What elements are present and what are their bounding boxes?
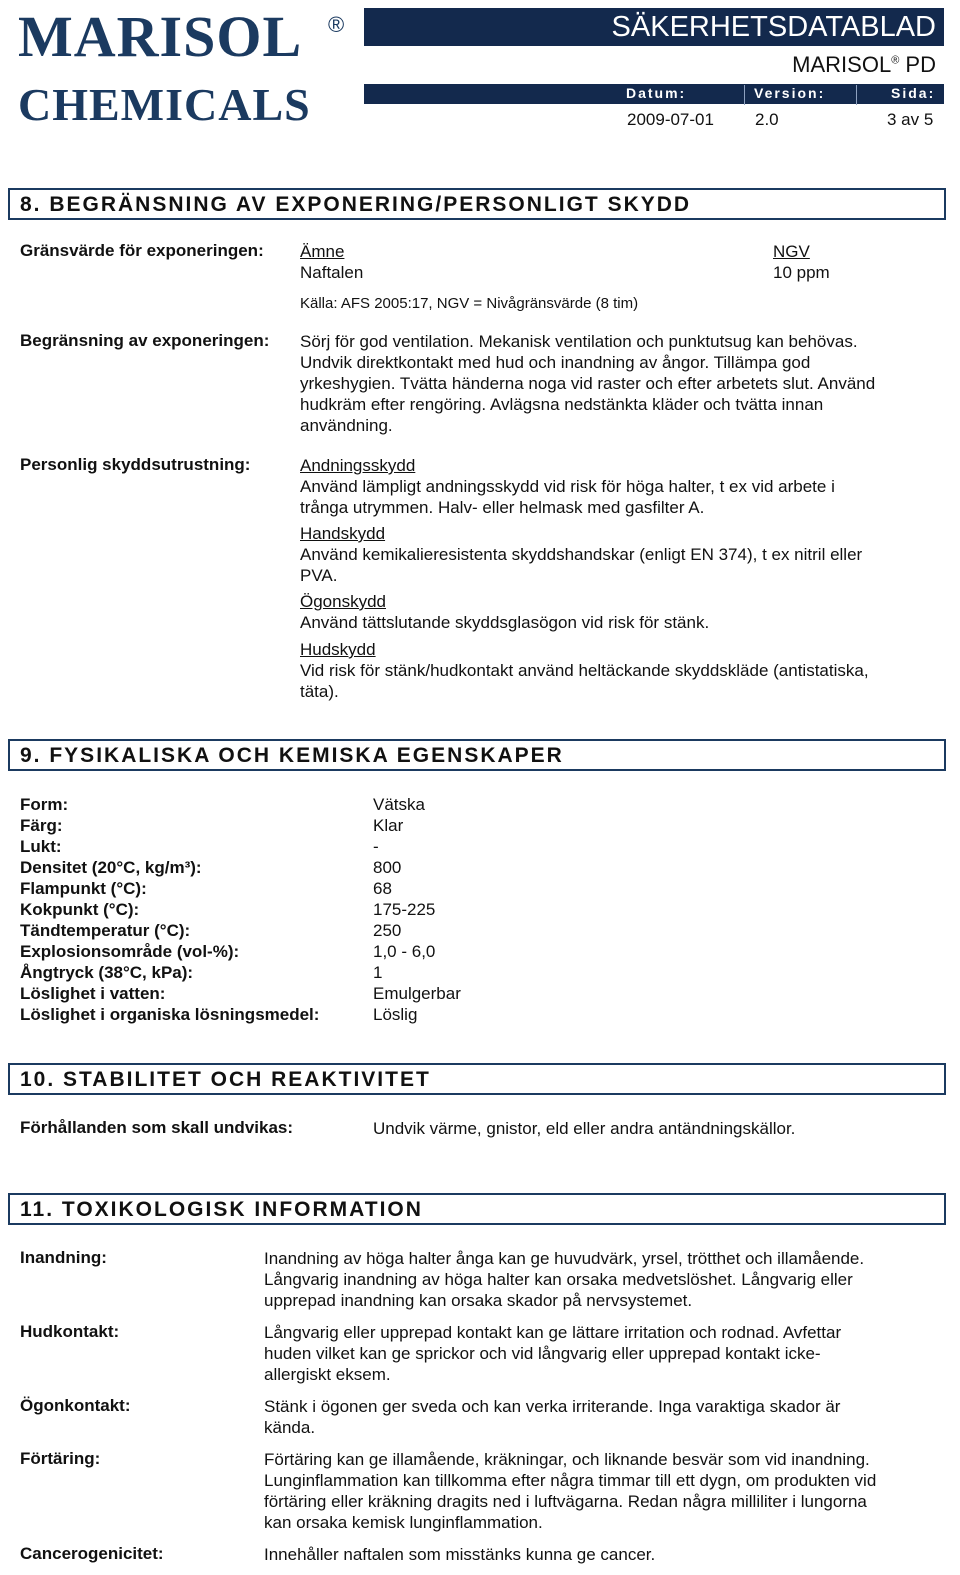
substance-value: Naftalen [300,263,364,282]
property-label: Form: [20,795,69,814]
tox-label-carcinogenicity: Cancerogenicitet: [20,1544,164,1563]
ngv-value: 10 ppm [773,263,830,282]
tox-text-ingestion [264,1449,876,1533]
tox-text-inhalation [264,1248,864,1311]
document-title: SÄKERHETSDATABLAD [611,11,936,43]
property-value: - [373,837,379,856]
property-label: Lukt: [20,837,62,856]
section-10-heading: 10. STABILITET OCH REAKTIVITET [8,1063,946,1095]
property-value: 68 [373,879,392,898]
ppe-title: Handskydd [300,524,386,543]
text-line: trånga utrymmen. Halv- eller helmask med gasfilter A. [300,498,705,517]
property-label: Tändtemperatur (°C): [20,921,191,940]
ppe-hand [300,523,862,586]
tox-text-eye [264,1396,840,1438]
ppe-title: Andningsskydd [300,456,416,475]
ppe-title: Ögonskydd [300,592,386,611]
registered-mark: ® [328,12,345,37]
property-value: Klar [373,816,404,835]
text-line: Använd lämpligt andningsskydd vid risk för höga halter, t ex vid arbete i [300,477,835,496]
date-value: 2009-07-01 [627,110,714,129]
ngv-column-header: NGV [773,242,810,261]
tox-text-skin [264,1322,841,1385]
tox-label-eye: Ögonkontakt: [20,1396,131,1415]
text-line: Sörj för god ventilation. Mekanisk ventilation och punktutsug kan behövas. [300,332,858,351]
property-value: Löslig [373,1005,418,1024]
ppe-label: Personlig skyddsutrustning: [20,455,251,474]
date-label: Datum: [626,85,687,101]
property-label: Löslighet i organiska lösningsmedel: [20,1005,320,1024]
property-label: Ångtryck (38°C, kPa): [20,963,194,982]
text-line: Lunginflammation kan tillkomma efter några timmar till ett dygn, om produkten vid [264,1471,877,1490]
exposure-control-text [300,331,875,436]
property-label: Färg: [20,816,63,835]
meta-bar [364,84,944,104]
limit-source: Källa: AFS 2005:17, NGV = Nivågränsvärde (8 tim) [300,295,639,312]
text-line: användning. [300,416,393,435]
property-value: Vätska [373,795,425,814]
text-line: upprepad inandning kan orsaka skador på nervsystemet. [264,1291,693,1310]
property-value: 1 [373,963,383,982]
exposure-limit-label: Gränsvärde för exponeringen: [20,241,264,260]
document-title-bar [364,8,944,46]
company-logo-line1: MARISOL [18,4,303,69]
ppe-skin [300,639,869,702]
property-label: Flampunkt (°C): [20,879,147,898]
section-9-heading: 9. FYSIKALISKA OCH KEMISKA EGENSKAPER [8,739,946,771]
section-8-heading: 8. BEGRÄNSNING AV EXPONERING/PERSONLIGT SKYDD [8,188,946,220]
text-line: Förtäring kan ge illamående, kräkningar, och liknande besvär som vid inandning. [264,1450,870,1469]
text-line: hudkräm efter rengöring. Avlägsna nedstänkta kläder och tvätta innan [300,395,824,414]
text-line: Stänk i ögonen ger sveda och kan verka irriterande. Inga varaktiga skador är [264,1397,841,1416]
conditions-to-avoid-value: Undvik värme, gnistor, eld eller andra antändningskällor. [373,1119,796,1138]
property-label: Densitet (20°C, kg/m³): [20,858,202,877]
property-label: Löslighet i vatten: [20,984,166,1003]
page-value: 3 av 5 [887,110,934,129]
text-line: kan orsaka kemisk lunginflammation. [264,1513,543,1532]
text-line: Vid risk för stänk/hudkontakt använd heltäckande skyddskläde (antistatiska, [300,661,869,680]
tox-label-inhalation: Inandning: [20,1248,107,1267]
property-value: 1,0 - 6,0 [373,942,436,961]
product-name [792,52,936,78]
property-label: Explosionsområde (vol-%): [20,942,240,961]
text-line: Långvarig inandning av höga halter kan orsaka medvetslöshet. Långvarig eller [264,1270,853,1289]
product-brand: MARISOL [792,52,892,77]
tox-text-carcinogenicity [264,1544,655,1565]
text-line: Inandning av höga halter ånga kan ge huvudvärk, yrsel, trötthet och illamående. [264,1249,865,1268]
text-line: yrkeshygien. Tvätta händerna noga vid raster och efter arbetets slut. Använd [300,374,876,393]
conditions-to-avoid-label: Förhållanden som skall undvikas: [20,1118,294,1137]
tox-label-skin: Hudkontakt: [20,1322,120,1341]
ppe-respiratory [300,455,835,518]
section-11-heading: 11. TOXIKOLOGISK INFORMATION [8,1193,946,1225]
text-line: Använd kemikalieresistenta skyddshandskar (enligt EN 374), t ex nitril eller [300,545,863,564]
product-suffix: PD [899,52,936,77]
product-reg-mark: ® [891,54,900,67]
tox-label-ingestion: Förtäring: [20,1449,101,1468]
text-line: Långvarig eller upprepad kontakt kan ge lättare irritation och rodnad. Avfettar [264,1323,842,1342]
text-line: PVA. [300,566,338,585]
property-value: 175-225 [373,900,436,919]
text-line: allergiskt eksem. [264,1365,391,1384]
exposure-control-label: Begränsning av exponeringen: [20,331,270,350]
ppe-title: Hudskydd [300,640,376,659]
text-line: Använd tättslutande skyddsglasögon vid risk för stänk. [300,613,710,632]
property-label: Kokpunkt (°C): [20,900,140,919]
version-value: 2.0 [755,110,779,129]
text-line: förtäring eller kräkning dragits ned i luftvägarna. Redan några milliliter i lungorna [264,1492,867,1511]
ppe-eye [300,591,709,633]
substance-column-header: Ämne [300,242,345,261]
text-line: täta). [300,682,339,701]
text-line: Undvik direktkontakt med hud och inandning av ångor. Tillämpa god [300,353,811,372]
company-logo-line2: CHEMICALS [18,79,311,130]
property-value: 250 [373,921,402,940]
version-label: Version: [754,85,826,101]
text-line: kända. [264,1418,316,1437]
property-value: Emulgerbar [373,984,461,1003]
meta-divider [856,85,857,105]
text-line: huden vilket kan ge sprickor och vid långvarig eller upprepad kontakt icke- [264,1344,821,1363]
text-line: Innehåller naftalen som misstänks kunna ge cancer. [264,1545,656,1564]
meta-divider [744,85,745,105]
page-label: Sida: [891,85,936,101]
property-value: 800 [373,858,402,877]
